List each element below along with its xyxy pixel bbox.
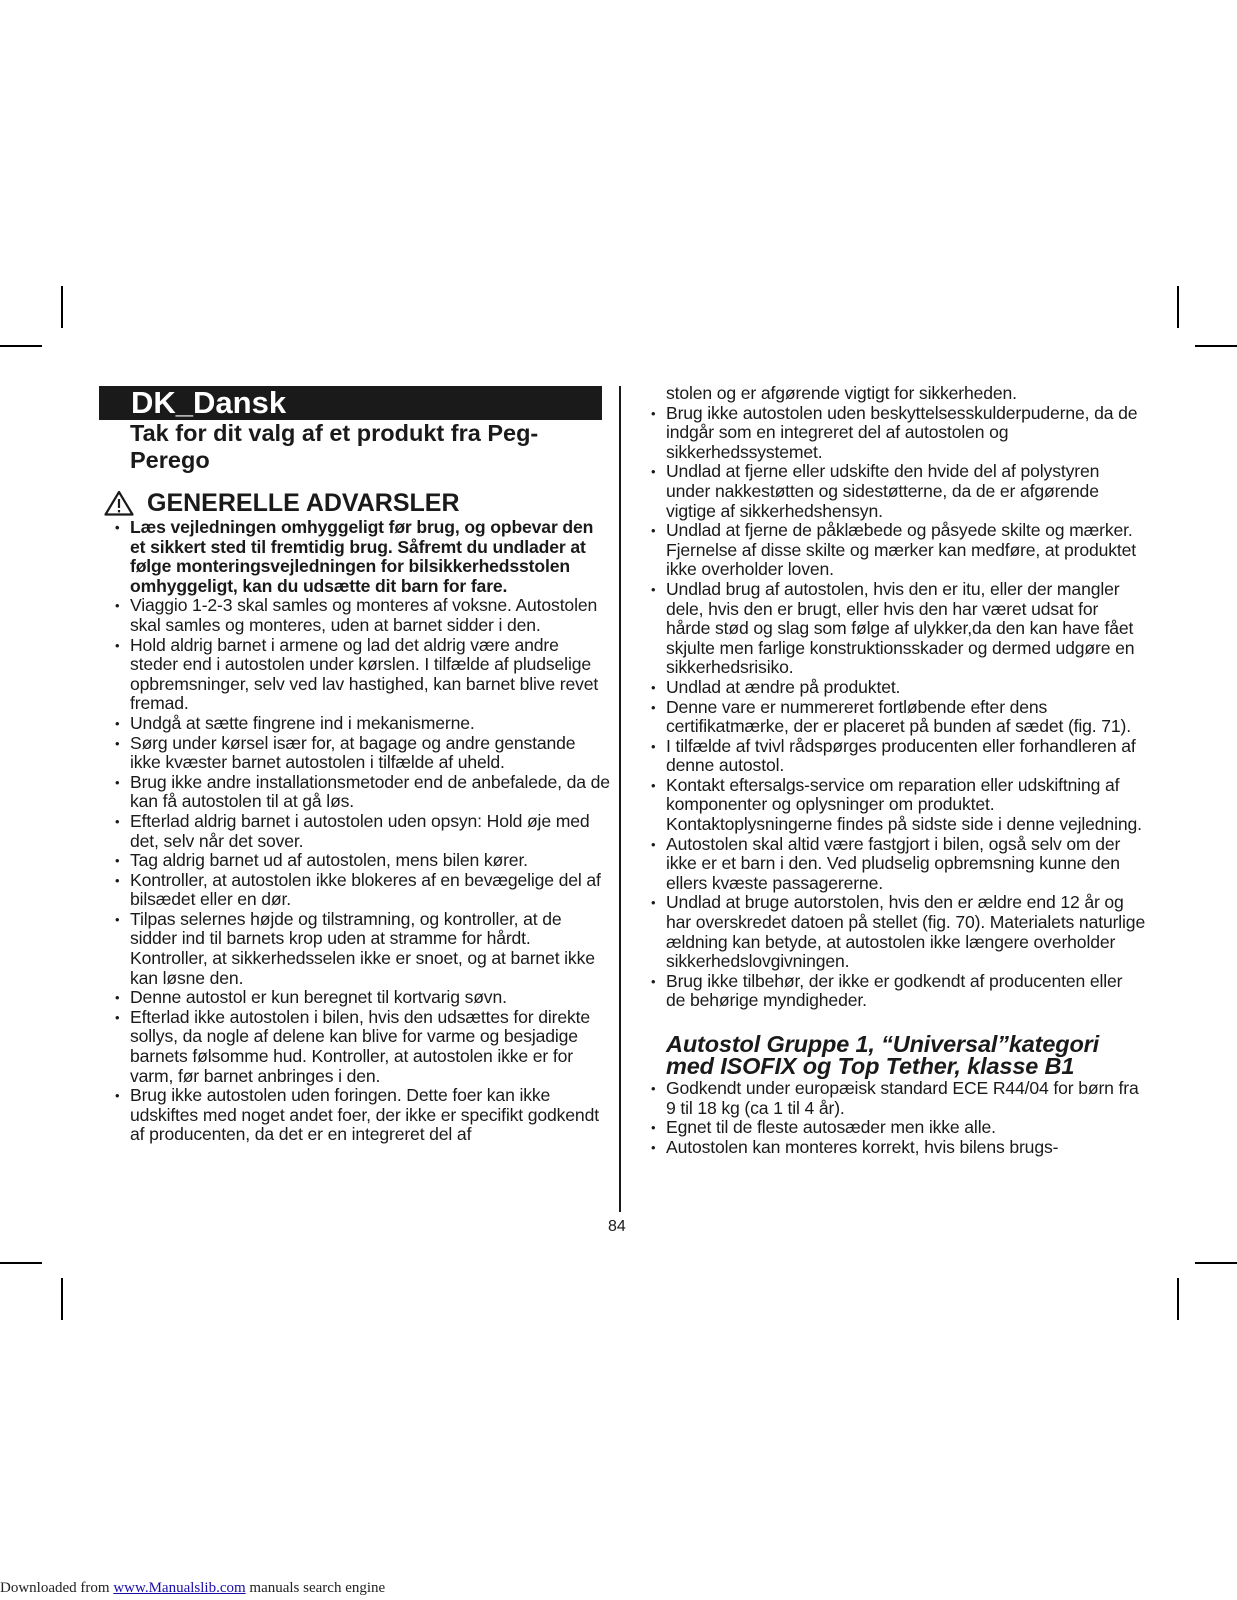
list-item: • Tag aldrig barnet ud af autostolen, mens bilen kører. xyxy=(130,851,610,871)
footer-suffix: manuals search engine xyxy=(245,1580,386,1596)
list-item: • Brug ikke tilbehør, der ikke er godkendt af producenten eller de behørige myndigheder. xyxy=(666,972,1146,1011)
list-item: • Sørg under kørsel især for, at bagage og andre genstande ikke kvæster barnet autostolen i tilfælde af uheld. xyxy=(130,734,610,773)
thanks-title: Tak for dit valg af et produkt fra Peg-Perego xyxy=(130,420,539,473)
list-item: • Autostolen kan monteres korrekt, hvis bilens brugs- xyxy=(666,1138,1146,1158)
list-item: • Undlad at ændre på produktet. xyxy=(666,678,1146,698)
crop-mark xyxy=(1195,1262,1237,1264)
crop-mark xyxy=(1177,1278,1179,1320)
list-item: • Denne autostol er kun beregnet til kortvarig søvn. xyxy=(130,988,610,1008)
warning-list-continued xyxy=(666,404,1146,1011)
section-title: Autostol Gruppe 1, “Universal”kategori med ISOFIX og Top Tether, klasse B1 xyxy=(666,1031,1100,1079)
crop-mark xyxy=(0,1262,42,1264)
list-item: • Læs vejledningen omhyggeligt før brug, og opbevar den et sikkert sted til fremtidig brug. Såfremt du undlader at følge monteringsvejledningen for bilsikkerhedsstolen omhyggeligt, kan du udsætte dit barn for fare. xyxy=(130,518,610,596)
list-item: • Undlad brug af autostolen, hvis den er itu, eller der mangler dele, hvis den er brugt, eller hvis den har været udsat for hårde stød og slag som følge af ulykker,da den kan have fået skjulte men farlige konstruktionsskader og dermed udgøre en sikkerhedsrisiko. xyxy=(666,580,1146,678)
bold-warning-list xyxy=(130,518,610,596)
language-heading: DK_Dansk xyxy=(99,386,602,420)
warnings-title: GENERELLE ADVARSLER xyxy=(147,489,460,517)
warning-triangle-icon xyxy=(104,490,134,516)
download-footer xyxy=(0,1580,385,1597)
list-item: • Viaggio 1-2-3 skal samles og monteres af voksne. Autostolen skal samles og monteres, uden at barnet sidder i den. xyxy=(130,596,610,635)
list-item: • Godkendt under europæisk standard ECE R44/04 for børn fra 9 til 18 kg (ca 1 til 4 år). xyxy=(666,1079,1146,1118)
page-number: 84 xyxy=(608,1218,626,1235)
crop-mark xyxy=(0,345,42,347)
list-item: • Kontroller, at autostolen ikke blokeres af en bevægelige del af bilsædet eller en dør. xyxy=(130,871,610,910)
list-item: • Autostolen skal altid være fastgjort i bilen, også selv om der ikke er et barn i den. Ved pludselig opbremsning kunne den ellers kvæste passagererne. xyxy=(666,835,1146,894)
list-item: • Undlad at bruge autorstolen, hvis den er ældre end 12 år og har overskredet datoen på stellet (fig. 70). Materialets naturlige ældning kan betyde, at autostolen ikke længere overholder sikkerhedslovgivningen. xyxy=(666,893,1146,971)
list-item: • Denne vare er nummereret fortløbende efter dens certifikatmærke, der er placeret på bunden af sædet (fig. 71). xyxy=(666,698,1146,737)
crop-mark xyxy=(1177,286,1179,328)
list-item: • I tilfælde af tvivl rådspørges producenten eller forhandleren af denne autostol. xyxy=(666,737,1146,776)
list-item: • Brug ikke andre installationsmetoder end de anbefalede, da de kan få autostolen til at gå løs. xyxy=(130,773,610,812)
section-list xyxy=(666,1079,1146,1157)
crop-mark xyxy=(61,286,63,328)
list-item: • Hold aldrig barnet i armene og lad det aldrig være andre steder end i autostolen under kørslen. I tilfælde af pludselige opbremsninger, selv ved lav hastighed, kan barnet blive revet fremad. xyxy=(130,636,610,714)
list-item: • Brug ikke autostolen uden beskyttelsesskulderpuderne, da de indgår som en integreret del af autostolen og sikkerhedssystemet. xyxy=(666,404,1146,463)
list-item: • Efterlad ikke autostolen i bilen, hvis den udsættes for direkte sollys, da nogle af delene kan blive for varme og besjadige barnets følsomme hud. Kontroller, at autostolen ikke er for varm, før barnet anbringes i den. xyxy=(130,1008,610,1086)
right-column xyxy=(666,384,1146,1157)
column-divider xyxy=(619,386,621,1212)
continued-text: stolen og er afgørende vigtigt for sikkerheden. xyxy=(666,383,1017,403)
crop-mark xyxy=(1195,345,1237,347)
left-column xyxy=(130,518,610,1145)
list-item: • Kontakt eftersalgs-service om reparation eller udskiftning af komponenter og oplysninger om produktet. Kontaktoplysningerne findes på sidste side i denne vejledning. xyxy=(666,776,1146,835)
footer-prefix: Downloaded from xyxy=(0,1580,114,1596)
crop-mark xyxy=(61,1278,63,1320)
list-item: • Undlad at fjerne eller udskifte den hvide del af polystyren under nakkestøtten og sidestøtterne, da de er afgørende vigtige af sikkerhedshensyn. xyxy=(666,462,1146,521)
manualslib-link[interactable]: www.Manualslib.com xyxy=(113,1580,246,1596)
list-item: • Tilpas selernes højde og tilstramning, og kontroller, at de sidder ind til barnets krop uden at stramme for hårdt. Kontroller, at sikkerhedsselen ikke er snoet, og at barnet ikke kan løsne den. xyxy=(130,910,610,988)
warning-list xyxy=(130,596,610,1145)
list-item: • Egnet til de fleste autosæder men ikke alle. xyxy=(666,1118,1146,1138)
warnings-heading xyxy=(104,488,460,518)
list-item: • Efterlad aldrig barnet i autostolen uden opsyn: Hold øje med det, selv når det sover. xyxy=(130,812,610,851)
list-item: • Brug ikke autostolen uden foringen. Dette foer kan ikke udskiftes med noget andet foer, der ikke er specifikt godkendt af producenten, da det er en integreret del af xyxy=(130,1086,610,1145)
list-item: • Undlad at fjerne de påklæbede og påsyede skilte og mærker. Fjernelse af disse skilte og mærker kan medføre, at produktet ikke overholder loven. xyxy=(666,521,1146,580)
list-item: • Undgå at sætte fingrene ind i mekanismerne. xyxy=(130,714,610,734)
